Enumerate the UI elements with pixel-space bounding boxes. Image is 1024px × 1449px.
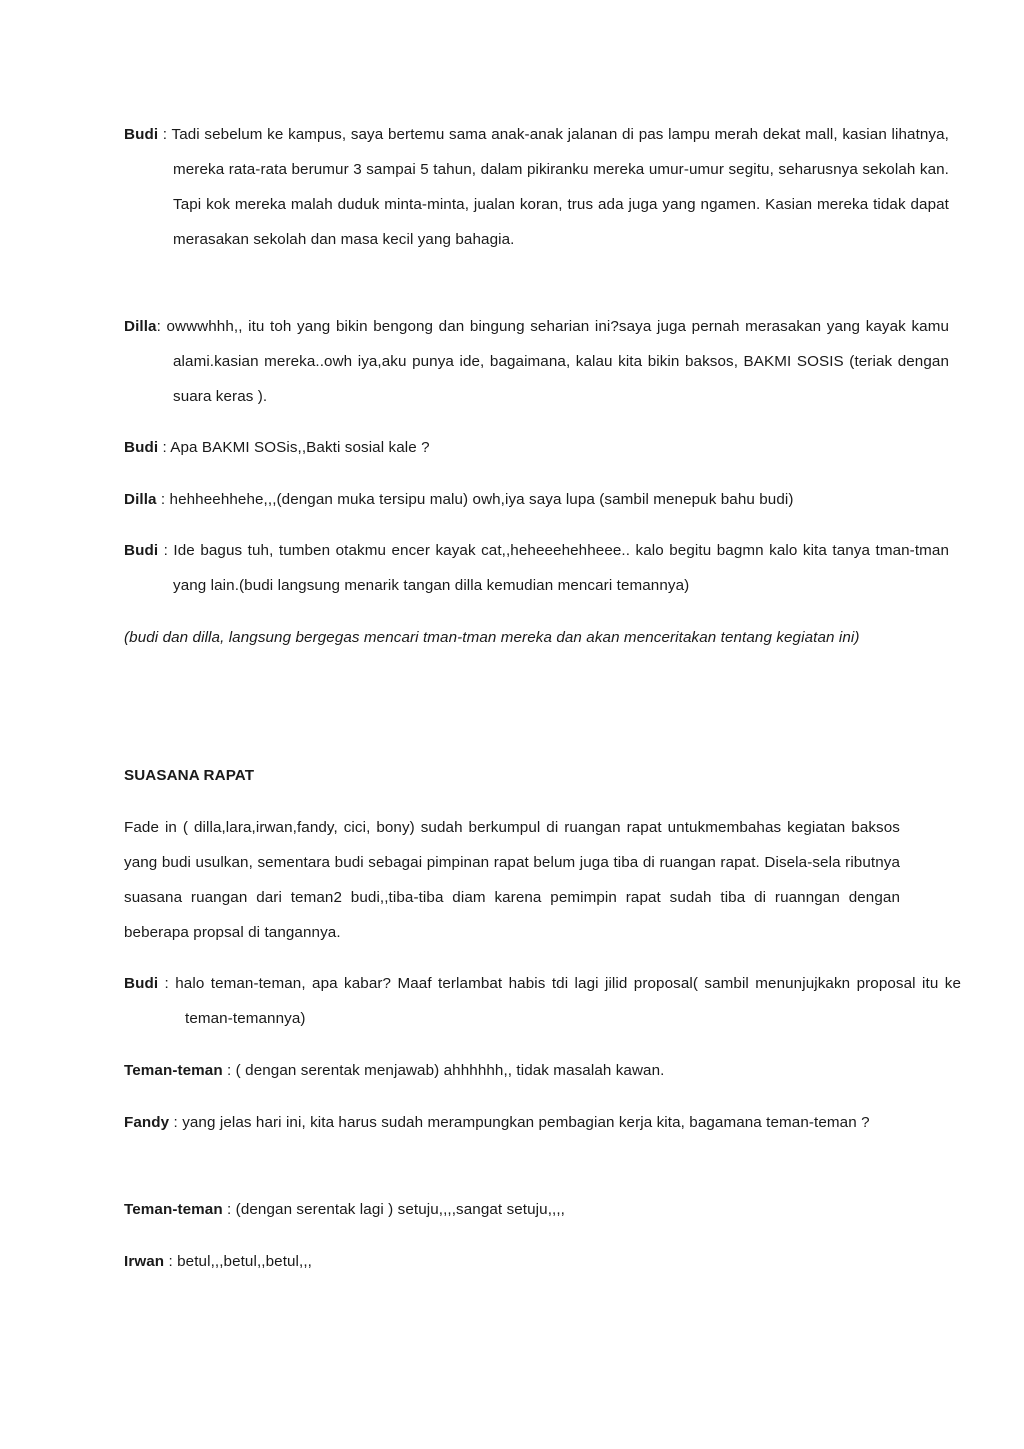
speaker-name: Teman-teman [124, 1062, 223, 1079]
speaker-name: Teman-teman [124, 1201, 223, 1218]
dialogue-line-budi-1 [124, 117, 949, 257]
speaker-name: Dilla [124, 491, 157, 508]
dialogue-line-dilla-1 [124, 309, 949, 414]
dialogue-text: : hehheehhehe,,,(dengan muka tersipu malu) owh,iya saya lupa (sambil menepuk bahu budi) [156, 491, 794, 508]
speaker-name: Budi [124, 439, 159, 456]
dialogue-line-fandy [124, 1105, 961, 1140]
dialogue-line-teman-2 [124, 1192, 900, 1227]
speaker-name: Budi [124, 975, 159, 992]
scene-description: Fade in ( dilla,lara,irwan,fandy, cici, bony) sudah berkumpul di ruangan rapat untukmembahas kegiatan baksos yang budi usulkan, sementara budi sebagai pimpinan rapat belum juga tiba di ruangan rapat. Disela-sela ributnya suasana ruangan dari teman2 budi,,tiba-tiba diam karena pemimpin rapat sudah tiba di ruanngan dengan beberapa propsal di tangannya. [124, 819, 900, 941]
section-heading: SUASANA RAPAT [124, 767, 255, 784]
dialogue-line-budi-2 [124, 430, 949, 465]
dialogue-line-budi-3 [124, 533, 949, 603]
dialogue-text: : ( dengan serentak menjawab) ahhhhhh,, tidak masalah kawan. [222, 1062, 665, 1079]
dialogue-line-teman-1 [124, 1053, 900, 1088]
dialogue-text: : (dengan serentak lagi ) setuju,,,,sangat setuju,,,, [222, 1201, 565, 1218]
speaker-name: Budi [124, 126, 159, 143]
dialogue-line-irwan [124, 1244, 900, 1279]
dialogue-text: : Apa BAKMI SOSis,,Bakti sosial kale ? [158, 439, 430, 456]
speaker-name: Fandy [124, 1114, 170, 1131]
stage-direction: (budi dan dilla, langsung bergegas mencari tman-tman mereka dan akan menceritakan tentang kegiatan ini) [124, 629, 860, 646]
dialogue-text: : Ide bagus tuh, tumben otakmu encer kayak cat,,heheeehehheee.. kalo begitu bagmn kalo kita tanya tman-tman yang lain.(budi langsung menarik tangan dilla kemudian mencari temannya) [158, 542, 949, 594]
dialogue-text: : betul,,,betul,,betul,,, [164, 1253, 312, 1270]
speaker-name: Irwan [124, 1253, 165, 1270]
dialogue-text: : owwwhhh,, itu toh yang bikin bengong dan bingung seharian ini?saya juga pernah merasakan yang kayak kamu alami.kasian mereka..owh iya,aku punya ide, bagaimana, kalau kita bikin baksos, BAKMI SOSIS (teriak dengan suara keras ). [156, 318, 949, 405]
dialogue-text: : Tadi sebelum ke kampus, saya bertemu sama anak-anak jalanan di pas lampu merah dekat mall, kasian lihatnya, mereka rata-rata berumur 3 sampai 5 tahun, dalam pikiranku mereka umur-umur segitu, seharusnya sekolah kan. Tapi kok mereka malah duduk minta-minta, jualan koran, trus ada juga yang ngamen. Kasian mereka tidak dapat merasakan sekolah dan masa kecil yang bahagia. [158, 126, 949, 248]
speaker-name: Budi [124, 542, 159, 559]
dialogue-line-budi-4 [124, 966, 961, 1036]
dialogue-text: : yang jelas hari ini, kita harus sudah merampungkan pembagian kerja kita, bagamana teman-teman ? [169, 1114, 870, 1131]
dialogue-text: : halo teman-teman, apa kabar? Maaf terlambat habis tdi lagi jilid proposal( sambil menunjujkakn proposal itu ke teman-temannya) [158, 975, 961, 1027]
dialogue-line-dilla-2 [124, 482, 949, 517]
speaker-name: Dilla [124, 318, 157, 335]
